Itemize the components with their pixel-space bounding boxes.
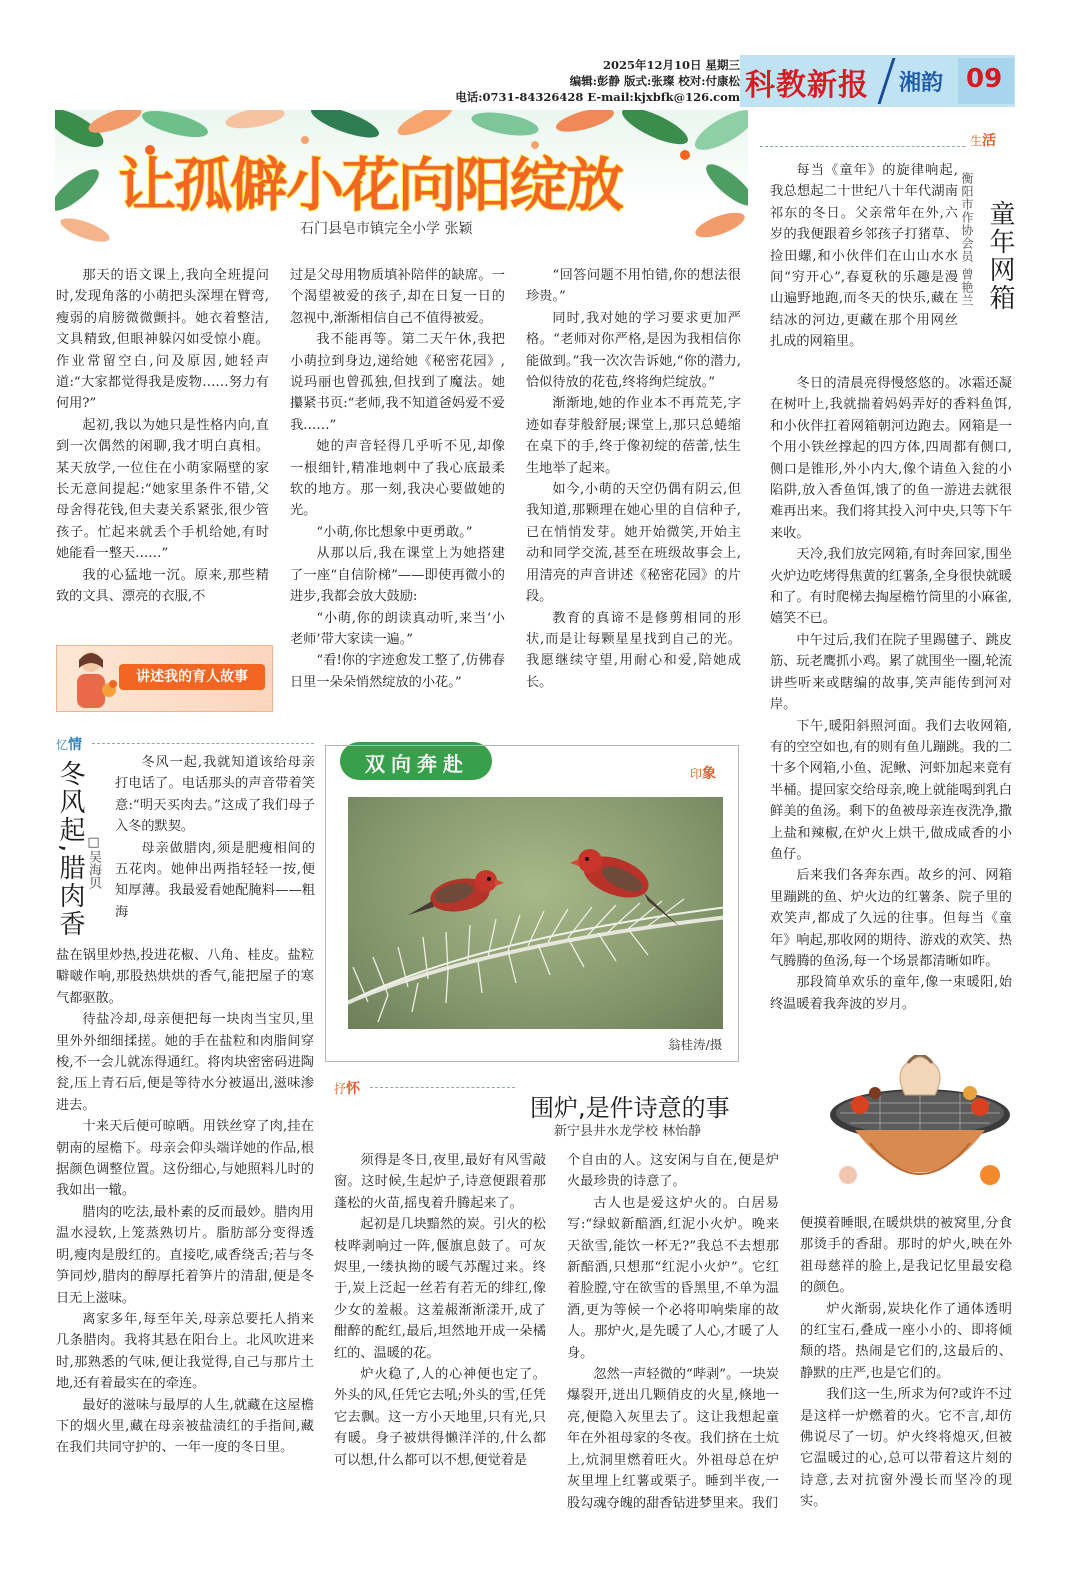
paragraph: “小萌,你的朗读真动听,来当‘小老师’带大家读一遍。” <box>290 610 505 647</box>
paragraph: 十来天后便可晾晒。用铁丝穿了肉,挂在朝南的屋檐下。母亲会仰头端详她的作品,根据颜色调整位置。这份细心,与她照料儿时的我如出一辙。 <box>56 1119 314 1199</box>
article-byline: 新宁县井水龙学校 林怡静 <box>554 1124 702 1139</box>
article4-column-2 <box>567 1150 779 1514</box>
section-label-memory <box>56 734 82 754</box>
paragraph: 那段简单欢乐的童年,像一束暖阳,始终温暖着我奔波的岁月。 <box>770 975 1012 1012</box>
story-tag-box <box>56 645 273 712</box>
paragraph: 盐在锅里炒热,投进花椒、八角、桂皮。盐粒噼啵作响,那股热烘烘的香气,能把屋子的寒气都驱散。 <box>56 948 314 1006</box>
paragraph: 从那以后,我在课堂上为她搭建了一座“自信阶梯”——即使再微小的进步,我都会放大鼓励: <box>290 546 505 605</box>
paragraph: 我的心猛地一沉。原来,那些精致的文具、漂亮的衣服,不 <box>56 567 269 605</box>
section-label-main: 情 <box>68 737 83 753</box>
teacher-illustration <box>61 646 121 710</box>
section-label-main: 怀 <box>346 1081 361 1097</box>
paragraph: 古人也是爱这炉火的。白居易写:“绿蚁新醅酒,红泥小火炉。晚来天欲雪,能饮一杯无?”我总不去想那新醅酒,只想那“红泥小火炉”。它红着脸膛,守在欲雪的昏黑里,不单为温酒,更为等候一个必将叩响柴扉的故人。那炉火,是先暖了人心,才暖了人身。 <box>567 1195 779 1361</box>
masthead-date-block <box>440 57 740 105</box>
section-label-life <box>970 130 996 150</box>
section-label-lyrical <box>334 1078 360 1098</box>
paragraph: 后来我们各奔东西。故乡的河、网箱里蹦跳的鱼、炉火边的红薯条、院子里的欢笑声,都成了久远的往事。但每当《童年》响起,那收网的期待、游戏的欢笑、热气腾腾的鱼汤,每一个场景都清晰如昨。 <box>770 868 1012 969</box>
article4-column-1 <box>334 1150 546 1471</box>
article1-column-1 <box>56 265 269 608</box>
paragraph: 炉火渐弱,炭块化作了通体透明的红宝石,叠成一座小小的、即将倾颓的塔。热闹是它们的,这最后的、静默的庄严,也是它们的。 <box>800 1301 1012 1381</box>
section-divider <box>760 146 965 147</box>
section-label-prefix: 抒 <box>334 1082 347 1096</box>
article-byline: 石门县皂市镇完全小学 张颖 <box>300 221 473 237</box>
article-title: 童年网箱 <box>985 200 1015 312</box>
article3-top-column <box>115 752 315 923</box>
paragraph: 冬风一起,我就知道该给母亲打电话了。电话那头的声音带着笑意:“明天买肉去。”这成了我们母子入冬的默契。 <box>115 755 315 835</box>
photo-credit: 翁桂涛/摄 <box>668 1037 723 1052</box>
stove-illustration <box>820 1055 1020 1210</box>
article2-body-column <box>770 373 1012 1015</box>
bird-photo <box>348 797 723 1029</box>
photo-badge-label: 双向奔赴 <box>365 752 469 776</box>
section-divider <box>370 1087 515 1088</box>
paragraph: 每当《童年》的旋律响起,我总想起二十世纪八十年代湖南祁东的冬日。父亲常年在外,六岁的我便跟着乡邻孩子打猪草、捡田螺,和小伙伴们在山山水水间“穷开心”,春夏秋的乐趣是漫山遍野地跑,而冬天的快乐,藏在结冰的河边,更藏在那个用网丝扎成的网箱里。 <box>770 163 958 350</box>
paragraph: 如今,小萌的天空仍偶有阴云,但我知道,那颗理在她心里的自信种子,已在悄悄发芽。她开始微笑,开始主动和同学交流,甚至在班级故事会上,用清亮的声音讲述《秘密花园》的片段。 <box>526 482 741 605</box>
article-title: 冬风起,腊肉香 <box>55 760 85 939</box>
paragraph: 个自由的人。这安闲与自在,便是炉火最珍贵的诗意了。 <box>567 1153 779 1190</box>
birds-on-reed-image <box>348 797 723 1029</box>
left-bird <box>408 870 504 916</box>
section-label-main: 象 <box>702 766 717 782</box>
section-label-main: 活 <box>982 133 997 149</box>
paragraph: 腊肉的吃法,最朴素的反而最妙。腊肉用温水浸软,上笼蒸熟切片。脂肪部分变得透明,瘦肉是殷红的。直接吃,咸香绕舌;若与冬笋同炒,腊肉的醇厚托着笋片的清甜,便是冬日无上滋味。 <box>56 1204 314 1306</box>
article1-column-3 <box>526 265 741 693</box>
article4-column-3 <box>800 1213 1012 1513</box>
article-title: 围炉,是件诗意的事 <box>530 1094 730 1122</box>
section-label-prefix: 印 <box>690 767 703 781</box>
paragraph: 下午,暖阳斜照河面。我们去收网箱,有的空空如也,有的则有鱼儿蹦跳。我的二十多个网箱,小鱼、泥鳅、河虾加起来竟有半桶。提回家交给母亲,晚上就能喝到乳白鲜美的鱼汤。剩下的鱼被母亲连夜洗净,撒上盐和辣椒,在炉火上烘干,做成咸香的小鱼仔。 <box>770 718 1012 862</box>
paragraph: 忽然一声轻微的“哔剥”。一块炭爆裂开,迸出几颗俏皮的火星,倏地一亮,便隐入灰里去了。这让我想起童年在外祖母家的冬夜。我们挤在土炕上,炕洞里燃着旺火。外祖母总在炉灰里埋上红薯或栗子。睡到半夜,一股勾魂夺魄的甜香钻进梦里来。我们 <box>567 1367 779 1511</box>
paragraph: 天冷,我们放完网箱,有时奔回家,围坐火炉边吃烤得焦黄的红薯条,全身很快就暖和了。有时爬梯去掏屋檐竹筒里的小麻雀,嬉笑不已。 <box>770 547 1012 627</box>
contact-info: 电话:0731-84326428 E-mail:kjxbfk@126.com <box>455 90 740 104</box>
paragraph: “小萌,你比想象中更勇敢。” <box>316 524 473 540</box>
paragraph: 最好的滋味与最厚的人生,就藏在这屋檐下的烟火里,藏在母亲被盐渍红的手指间,藏在我们共同守护的、一年一度的冬日里。 <box>56 1397 314 1456</box>
paragraph: 过是父母用物质填补陪伴的缺席。一个渴望被爱的孩子,却在日复一日的忽视中,渐渐相信自己不值得被爱。 <box>290 268 505 326</box>
paragraph: 我们这一生,所求为何?或许不过是这样一炉燃着的火。它不言,却仿佛说尽了一切。炉火终将熄灭,但被它温暖过的心,总可以带着这片刻的诗意,去对抗窗外漫长而坚冷的现实。 <box>800 1387 1012 1510</box>
paragraph: 冬日的清晨亮得慢悠悠的。冰霜还凝在树叶上,我就揣着妈妈弄好的香料鱼饵,和小伙伴扛着网箱朝河边跑去。网箱是一个用小铁丝撑起的四方体,四周都有侧口,侧口是锥形,外小内大,像个请鱼入瓮的小陷阱,放入香鱼饵,饿了的鱼一游进去就很难再出来。我们将其投入河中央,只等下午来收。 <box>770 376 1012 541</box>
paragraph: 她的声音轻得几乎听不见,却像一根细针,精准地刺中了我心底最柔软的地方。那一刻,我决心要做她的光。 <box>290 439 505 519</box>
paragraph: 母亲做腊肉,须是肥瘦相间的五花肉。她伸出两指轻轻一按,便知厚薄。我最爱看她配腌料——粗海 <box>115 840 315 920</box>
paragraph: 渐渐地,她的作业本不再荒芜,字迹如春芽般舒展;课堂上,那只总蜷缩在桌下的手,终于像初绽的蓓蕾,怯生生地举了起来。 <box>526 396 741 476</box>
paragraph: 离家多年,每至年关,母亲总要托人捎来几条腊肉。我将其悬在阳台上。北风吹进来时,那熟悉的气味,便让我觉得,自己与那片土地,还有着最实在的牵连。 <box>56 1311 314 1392</box>
paragraph: 待盐冷却,母亲便把每一块肉当宝贝,里里外外细细揉搓。她的手在盐粒和肉脂间穿梭,不一会儿就冻得通红。将肉块密密码进陶瓮,压上青石后,便是等待水分被逼出,滋味渗进去。 <box>56 1012 314 1113</box>
section-label-prefix: 忆 <box>56 738 69 752</box>
section-divider <box>92 743 314 744</box>
article-author: □吴海贝 <box>86 835 101 889</box>
article-title: 让孤僻小花向阳绽放 <box>118 151 623 219</box>
paragraph: “看!你的字迹愈发工整了,仿佛春日里一朵朵悄然绽放的小花。” <box>290 653 505 690</box>
article1-column-2 <box>290 265 505 693</box>
paragraph: 教育的真谛不是修剪相同的形状,而是让每颗星星找到自己的光。我愿继续守望,用耐心和爱,陪她成长。 <box>526 610 741 690</box>
editor-credits: 编辑:彭静 版式:张璨 校对:付康松 <box>569 74 740 88</box>
issue-date: 2025年12月10日 星期三 <box>602 58 740 72</box>
story-tag-label: 讲述我的育人故事 <box>119 664 265 690</box>
section-name: 湘韵 <box>899 71 944 96</box>
paragraph: 炉火稳了,人的心神便也定了。外头的风,任凭它去吼;外头的雪,任凭它去飘。这一方小天地里,只有光,只有暖。身子被烘得懒洋洋的,什么都可以想,什么都可以不想,便觉着是 <box>334 1367 546 1468</box>
page-number: 09 <box>966 64 1003 94</box>
article-author: 衡阳市作协会员 曾艳兰 <box>960 172 974 307</box>
paragraph: 那天的语文课上,我向全班提问时,发现角落的小萌把头深埋在臂弯,瘦弱的肩膀微微颤抖。她衣着整洁,文具精致,但眼神躲闪如受惊小鹿。作业常留空白,问及原因,她轻声道:“大家都觉得我是废物……努力有何用?” <box>56 268 269 412</box>
paragraph: 便摸着睡眼,在暖烘烘的被窝里,分食那烫手的香甜。那时的炉火,映在外祖母慈祥的脸上,是我记忆里最安稳的颜色。 <box>800 1216 1012 1296</box>
paragraph: 起初是几块黯然的炭。引火的松枝哔剥响过一阵,偃旗息鼓了。可灰烬里,一缕执拗的暖气苏醒过来。终于,炭上泛起一丝若有若无的绯红,像少女的羞赧。这羞赧渐渐漾开,成了酣醉的酡红,最后,坦然地开成一朵橘红的、温暖的花。 <box>334 1217 546 1361</box>
paragraph: 我不能再等。第二天午休,我把小萌拉到身边,递给她《秘密花园》,说玛丽也曾孤独,但找到了魔法。她攥紧书页:“老师,我不知道爸妈爱不爱我……” <box>290 332 505 433</box>
paragraph: 起初,我以为她只是性格内向,直到一次偶然的闲聊,我才明白真相。某天放学,一位住在小萌家隔壁的家长无意间提起:“她家里条件不错,父母舍得花钱,但夫妻关系紧张,很少管孩子。忙起来就丢个手机给她,有时她能看一整天……” <box>56 417 269 562</box>
paragraph: “回答问题不用怕错,你的想法很珍贵。” <box>526 268 741 305</box>
article3-body-column <box>56 945 314 1459</box>
article2-top-column <box>770 160 958 353</box>
paper-name: 科教新报 <box>745 68 869 103</box>
paragraph: 同时,我对她的学习要求更加严格。“老师对你严格,是因为我相信你能做到。”我一次次告诉她,“你的潜力,恰似待放的花苞,终将绚烂绽放。” <box>526 310 741 391</box>
section-label-prefix: 生 <box>970 134 983 148</box>
paragraph: 中午过后,我们在院子里踢毽子、跳皮筋、玩老鹰抓小鸡。累了就围坐一圈,轮流讲些听来或瞎编的故事,笑声能传到河对岸。 <box>770 632 1012 713</box>
paragraph: 须得是冬日,夜里,最好有风雪敲窗。这时候,生起炉子,诗意便跟着那蓬松的火苗,摇曳着升腾起来了。 <box>334 1153 546 1211</box>
